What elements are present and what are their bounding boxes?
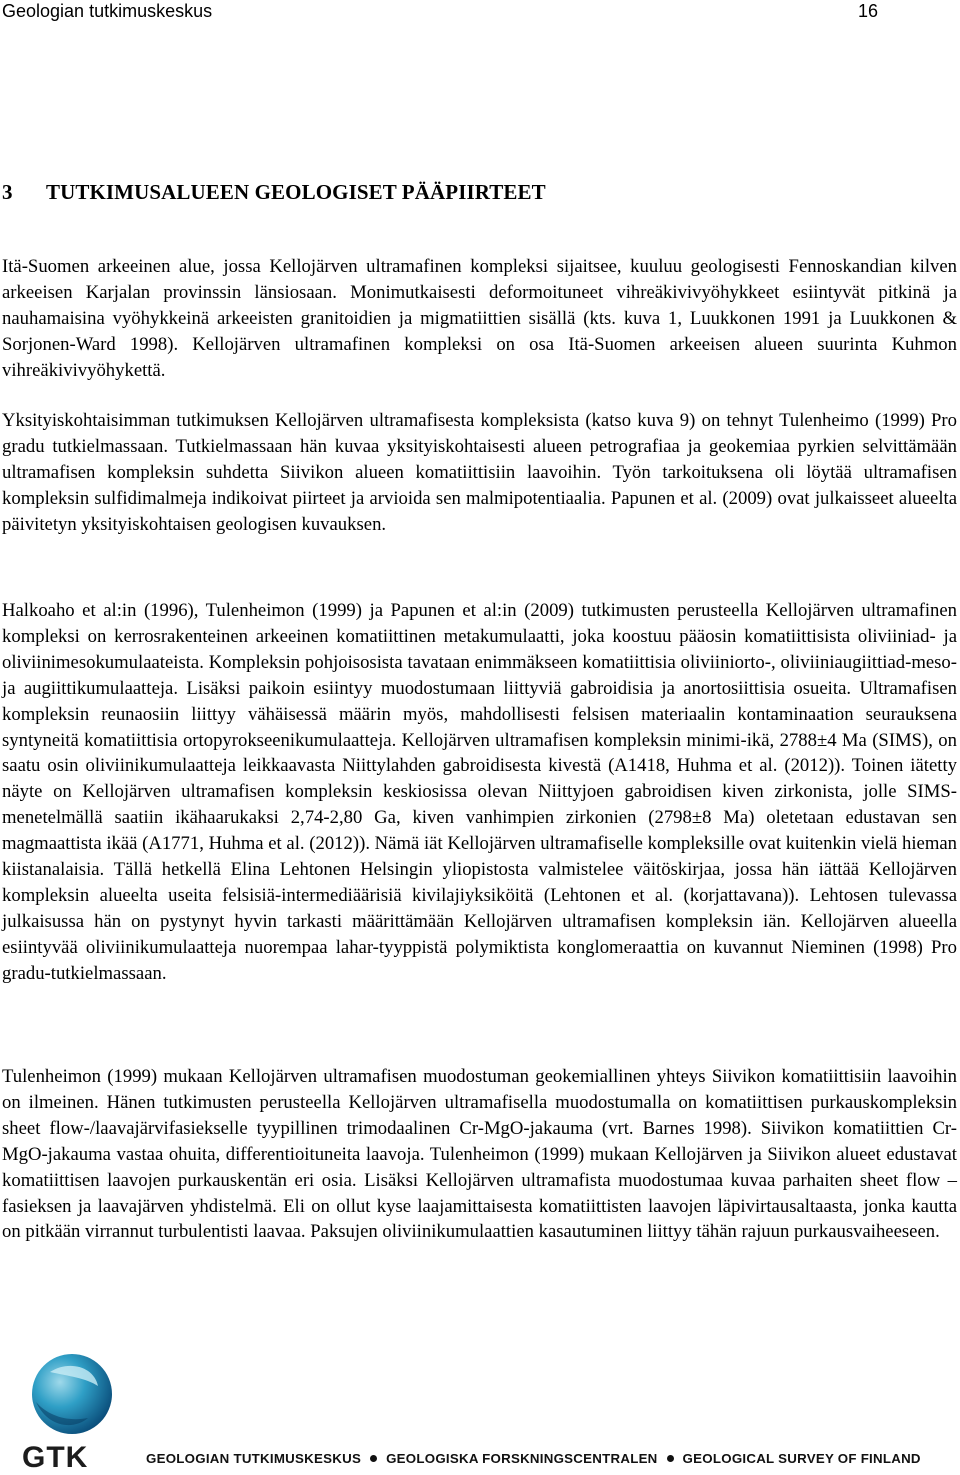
body-paragraph: Itä-Suomen arkeeinen alue, jossa Kellojärven ultramafinen kompleksi sijaitsee, kuuluu geologisesti Fennoskandian kilven arkeeisen Karjalan provinssin länsiosaan. Monimutkaisesti deformoituneet vihreäkivivyöhykkeet esiintyvät pitkinä ja nauhamaisina vyöhykkeinä arkeeisten granitoidien ja migmatiittien sisällä (kts. kuva 1, Luukkonen 1991 ja Luukkonen & Sorjonen-Ward 1998). Kellojärven ultramafinen kompleksi on osa Itä-Suomen arkeeisen alueen suurinta Kuhmon vihreäkivivyöhykettä. (2, 256, 957, 381)
body-paragraph: Tulenheimon (1999) mukaan Kellojärven ultramafisen muodostuman geokemiallinen yhteys Siivikon komatiittisiin laavoihin on ilmeinen. Hänen tutkimusten perusteella Kellojärven ultramafisella muodostumalla on komatiittisen purkauskompleksin sheet flow-/laavajärvifasiekselle tyypillinen trimodaalinen Cr-MgO-jakauma (vrt. Barnes 1998). Siivikon komatiittien Cr-MgO-jakauma vastaa ohuita, differentioituneita laavoja. Tulenheimon (1999) mukaan Kellojärven ja Siivikon alueet edustavat komatiittisen laavojen purkauskentän eri osia. Lisäksi Kellojärven ultramafista muodostumaa kuvaa parhaiten sheet flow – fasieksen ja laavajärven yhdistelmä. Eli on ollut kyse laajamittaisesta komatiittisten laavojen läpivirtausaltaasta, jonka kautta on pitkään virrannut turbulentisti laavaa. Paksujen oliviinikumulaattien kasautuminen liittyy tähän rajuun purkausvaiheeseen. (2, 1066, 957, 1243)
section-number: 3 (2, 180, 13, 204)
footer-org-en: GEOLOGICAL SURVEY OF FINLAND (682, 1451, 921, 1466)
section-title: TUTKIMUSALUEEN GEOLOGISET PÄÄPIIRTEET (46, 180, 546, 204)
footer-org-sv: GEOLOGISKA FORSKNINGSCENTRALEN (386, 1451, 658, 1466)
body-paragraph: Yksityiskohtaisimman tutkimuksen Kellojärven ultramafisesta kompleksista (katso kuva 9) on tehnyt Tulenheimo (1999) Pro gradu tutkielmassaan. Tutkielmassaan hän kuvaa yksityiskohtaisesti alueen petrografiaa ja geokemiaa pyrkien selvittämään ultramafisen kompleksin suhdetta Siivikon alueen komatiittisiin laavoihin. Työn tarkoituksena oli löytää ultramafisen kompleksin sulfidimalmeja indikoivat piirteet ja arvioida sen malmipotentiaalia. Papunen et al. (2009) ovat julkaisseet alueelta päivitetyn yksityiskohtaisen geologisen kuvauksen. (2, 410, 957, 535)
separator-dot-icon (370, 1455, 377, 1462)
section-heading (2, 178, 546, 206)
footer-org-fi: GEOLOGIAN TUTKIMUSKESKUS (146, 1451, 362, 1466)
gtk-logo-text: GTK (22, 1441, 89, 1474)
page-footer (0, 1352, 960, 1475)
running-header-organization: Geologian tutkimuskeskus (2, 1, 213, 21)
page-number: 16 (857, 1, 878, 21)
footer-organization-names (146, 1451, 921, 1466)
separator-dot-icon (667, 1455, 674, 1462)
body-paragraph: Halkoaho et al:in (1996), Tulenheimon (1999) ja Papunen et al:in (2009) tutkimusten perusteella Kellojärven ultramafinen kompleksi on kerrosrakenteinen arkeeinen komatiittinen metakumulaatti, joka koostuu pääosin komatiittisista oliviiniad- ja oliviinimesokumulaateista. Kompleksin pohjoisosista tavataan enimmäkseen komatiittisia oliviiniorto-, oliviiniaugiittiad-meso- ja augiittikumulaatteja. Lisäksi paikoin esiintyy muodostumaan liittyviä gabroidisia ja anortosiittisia osueita. Ultramafisen kompleksin reunaosiin liittyy vähäisessä määrin myös, mahdollisesti felsisen materiaalin kontaminaation seurauksena syntyneitä komatiittisia ortopyrokseenikumulaatteja. Kellojärven ultramafisen kompleksin minimi-ikä, 2788±4 Ma (SIMS), on saatu osin oliviinikumulaatteja leikkaavasta Niittylahden gabroidisesta kivestä (A1418, Huhma et al. (2012)). Toinen iätetty näyte on Kellojärven ultramafisen kompleksin keskiosissa olevan Niittyjoen gabroidisen kiven zirkonista, jolle SIMS-menetelmällä saatiin ikähaarukaksi 2,74-2,80 Ga, kiven vanhimpien zirkonien (2798±8 Ma) oletetaan edustavan sen magmaattista ikää (A1771, Huhma et al. (2012)). Nämä iät Kellojärven ultramafiselle kompleksille ovat kuitenkin vielä hieman kiistanalaisia. Tällä hetkellä Elina Lehtonen Helsingin yliopistosta valmistelee väitöskirjaa, jossa hän iättää Kellojärven kompleksin alueelta useita felsisiä-intermediäärisiä kivilajiyksiköitä (Lehtonen et al. (korjattavana)). Lehtosen tulevassa julkaisussa hän on pystynyt hyvin tarkasti määrittämään Kellojärven ultramafisen kompleksin iän. Kellojärven alueella esiintyvää oliviinikumulaatteja nuorempaa lahar-tyyppistä polymiktista konglomeraattia on kuvannut Nieminen (1998) Pro gradu-tutkielmassaan. (2, 600, 957, 984)
